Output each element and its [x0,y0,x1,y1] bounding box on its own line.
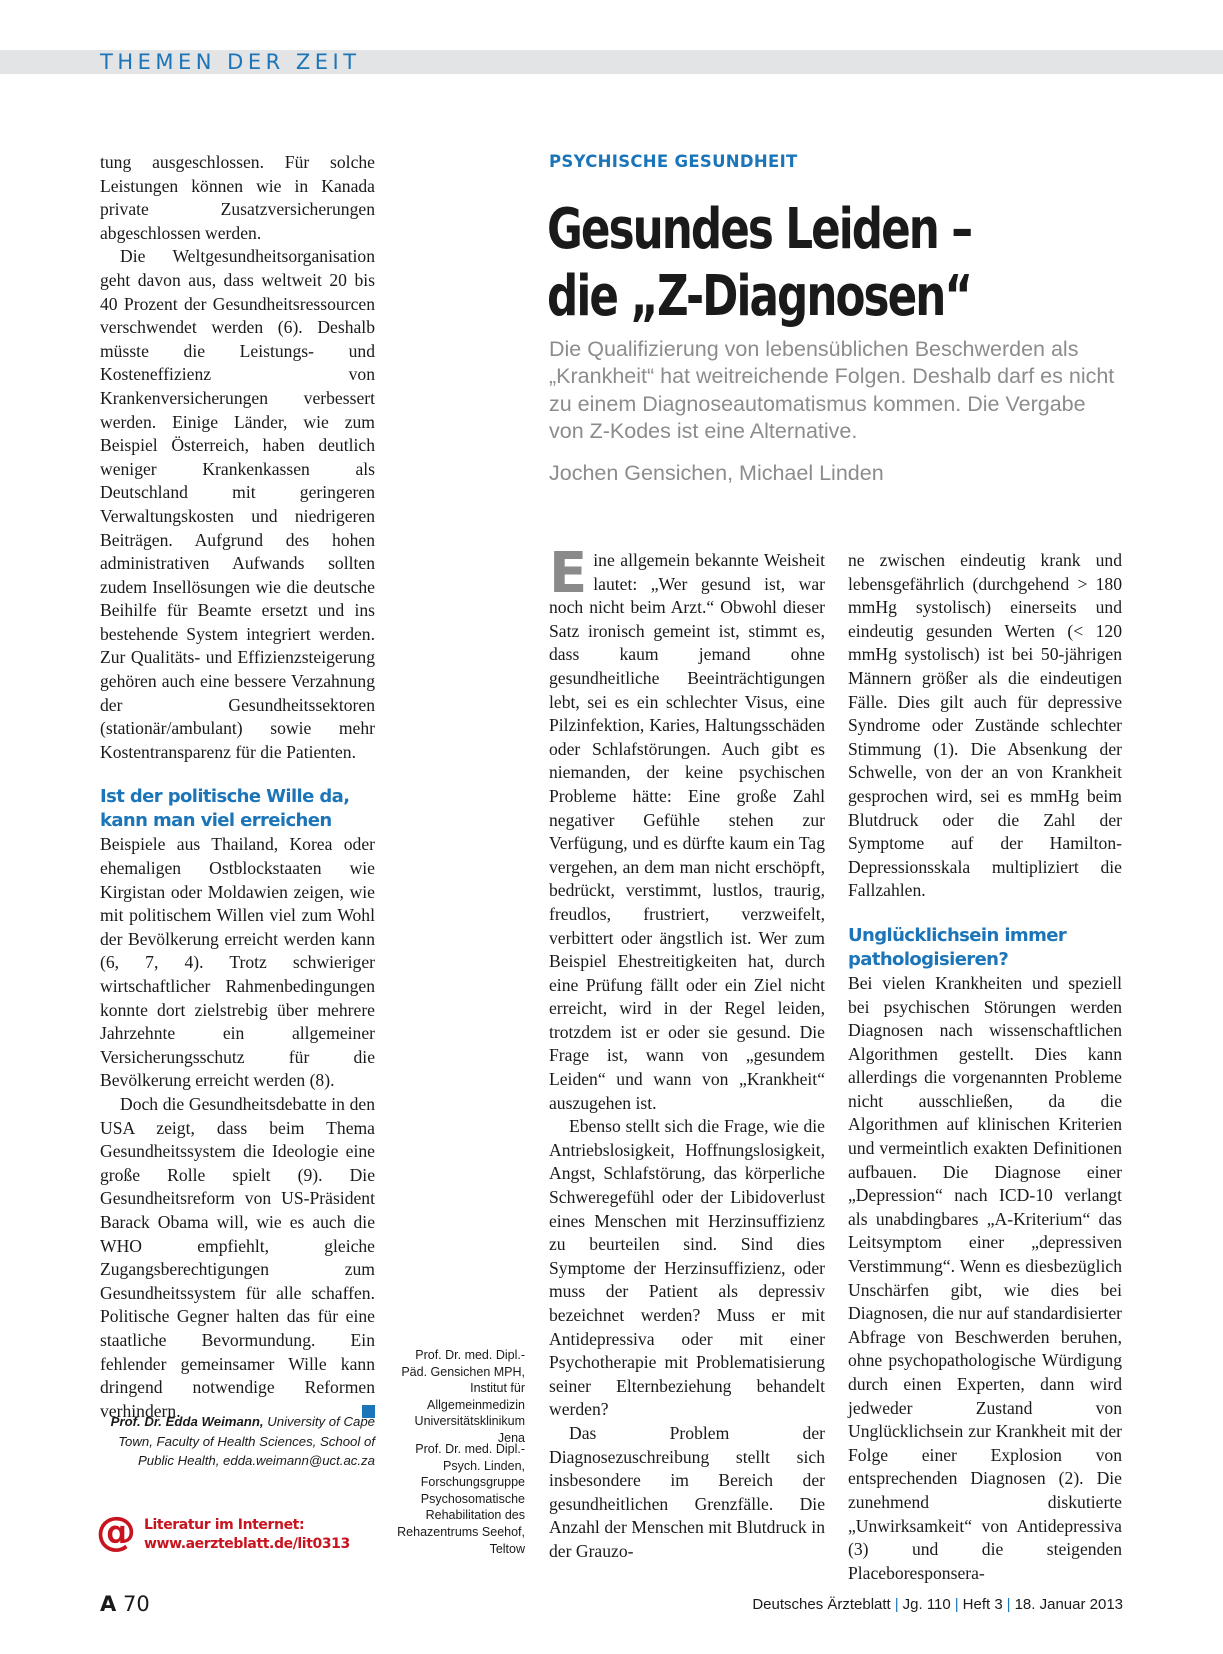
title-line: Gesundes Leiden – [547,197,972,262]
article-column-1 [549,541,825,1564]
previous-article-author [100,1412,375,1471]
article-authors: Jochen Gensichen, Michael Linden [549,461,884,485]
drop-cap: E [549,541,588,606]
title-line: die „Z-Diagnosen“ [547,264,972,329]
paragraph: Die Weltgesundheitsorganisation geht davon aus, dass weltweit 20 bis 40 Prozent der Gesundheitsressourcen verschwendet werden (6). Deshalb müsste die Leistungs- und Kosteneffizienz von Krankenversicherungen verbessert werden. Einige Länder, wie zum Beispiel Österreich, haben deutlich weniger Krankenkassen als Deutschland mit geringeren Verwaltungskosten und niedrigeren Beiträgen. Aufgrund des hohen administrativen Aufwands sollten zudem Insellösungen wie die deutsche Beihilfe für Beamte ersetzt und ins bestehende System integriert werden. Zur Qualitäts- und Effizienzsteigerung gehören auch eine bessere Verzahnung der Gesundheitssektoren (stationär/ambulant) sowie mehr Kostentransparenz für die Patienten. [100,246,375,762]
paragraph-text: Doch die Gesundheitsdebatte in den USA zeigt, dass beim Thema Gesundheitssystem die Ideologie eine große Rolle spielt (9). Die Gesundheitsreform von US-Präsident Barack Obama will, wie es auch die WHO empfiehlt, gleiche Zugangsberechtigungen zum Gesundheitssystem für alle schaffen. Politische Gegner halten das für eine staatliche Bevormundung. Ein fehlender gemeinsamer Wille kann dringend notwendige Reformen verhindern. [100,1093,375,1421]
author-affiliation: University of Cape Town, Faculty of Health Sciences, School of Public Health, edda.weimann@uct.ac.za [118,1414,375,1468]
journal-name: Deutsches Ärzteblatt [752,1596,891,1613]
paragraph [100,1093,375,1423]
subheading [100,785,375,833]
journal-volume: Jg. 110 [902,1596,951,1613]
article-kicker: PSYCHISCHE GESUNDHEIT [549,152,798,171]
paragraph [549,541,825,1115]
page-prefix: A [100,1592,117,1616]
paragraph: ne zwischen eindeutig krank und lebensgefährlich (durchgehend > 180 mmHg systolisch) einerseits und eindeutig gesunden Werten (< 120 mmHg systolisch) ist bei 50-jährigen Männern größer als die eindeutigen Fälle. Dies gilt auch für depressive Syndrome oder Zustände schlechter Stimmung (1). Die Absenkung der Schwelle, von der an von Krankheit gesprochen wird, sei es mmHg beim Blutdruck oder die Zahl der Symptome auf der Hamilton-Depressionsskala multipliziert die Fallzahlen. [848,550,1122,901]
paragraph: Das Problem der Diagnosezuschreibung stellt sich insbesondere im Bereich der gesundheitlichen Grenzfälle. Die Anzahl der Menschen mit Blutdruck in der Grauzo- [549,1422,825,1561]
affiliation-linden: Prof. Dr. med. Dipl.-Psych. Linden, Forschungsgruppe Psychosomatische Rehabilitation des Rehazentrums Seehof, Teltow [397,1442,525,1556]
article-title [547,196,1031,330]
article-lead: Die Qualifizierung von lebensüblichen Beschwerden als „Krankheit“ hat weitreichende Folgen. Deshalb darf es nicht zu einem Diagnoseautomatismus kommen. Die Vergabe von Z-Kodes ist eine Alternative. [549,337,1115,443]
affiliation-gensichen: Prof. Dr. med. Dipl.-Päd. Gensichen MPH, Institut für Allgemeinmedizin Universitätsklinikum Jena [401,1348,525,1445]
journal-issue: Heft 3 [962,1596,1003,1613]
literature-url[interactable]: www.aerzteblatt.de/lit0313 [144,1536,350,1552]
literature-link[interactable] [96,1511,396,1557]
paragraph: Bei vielen Krankheiten und speziell bei psychischen Störungen werden Diagnosen nach wissenschaftlichen Algorithmen gestellt. Dies kann allerdings die vorgenannten Probleme nicht ausschließen, da die Algorithmen auf klinischen Kriterien und vermeintlich exakten Definitionen aufbauen. Die Diagnose einer „Depression“ nach ICD-10 verlangt als unabdingbares „A-Kriterium“ das Leitsymptom einer „depressiven Verstimmung“. Wenn es diesbezüglich Unschärfen gibt, wie dies bei Diagnosen, die nur auf standardisierter Abfrage von Beschwerden beruhen, ohne psychopathologische Würdigung durch einen Experten, dann wird jedweder Zustand von Unglücklichsein zur Krankheit mit der Folge einer Explosion von entsprechenden Diagnosen (2). Die zunehmend diskutierte „Unwirksamkeit“ von Antidepressiva (3) und die steigenden Placeboresponsera- [848,972,1122,1583]
literature-label: Literatur im Internet: [144,1517,305,1533]
left-column [100,151,375,1423]
paragraph-text: ine allgemein bekannte Weisheit lautet: „Wer gesund ist, war noch nicht beim Arzt.“ Obwohl dieser Satz ironisch gemeint ist, stimmt es, dass kaum jemand ohne gesundheitliche Beeinträchtigungen lebt, sei es ein schlechter Visus, eine Pilzinfektion, Karies, Haltungsschäden oder Schlafstörungen. Auch gibt es niemanden, der keine psychischen Probleme hätte: Eine große Zahl negativer Gefühle stehen zur Verfügung, und es dürfte kaum ein Tag vergehen, an dem man nicht erschöpft, bedrückt, verstimmt, lustlos, traurig, freudlos, frustriert, verzweifelt, verbittert oder ängstlich ist. Wer zum Beispiel Ehestreitigkeiten hat, durch eine Prüfung fällt oder ein Ziel nicht erreicht, wird in der Regel leiden, trotzdem ist er oder sie gesund. Die Frage ist, wann von „gesundem Leiden“ und wann von „Krankheit“ auszugehen ist. [549,550,825,1113]
literature-text [144,1516,350,1554]
paragraph: Ebenso stellt sich die Frage, wie die Antriebslosigkeit, Hoffnungslosigkeit, Angst, Schlafstörung, das körperliche Schweregefühl oder der Libidoverlust eines Menschen mit Herzinsuffizienz zu beurteilen sind. Sind dies Symptome der Herzinsuffizienz, oder muss der Patient als depressiv bezeichnet werden? Muss er mit Antidepressiva oder mit einer Psychotherapie mit Problematisierung seiner Elternbeziehung behandelt werden? [549,1116,825,1420]
author-name: Prof. Dr. Edda Weimann, [110,1414,264,1429]
page-number [100,1592,150,1616]
subheading-line: pathologisieren? [848,948,1009,970]
section-header: THEMEN DER ZEIT [100,50,361,74]
at-sign-icon: @ [96,1509,136,1555]
paragraph: Beispiele aus Thailand, Korea oder ehemaligen Ostblockstaaten wie Kirgistan oder Moldawien zeigen, wie mit politischem Willen viel zum Wohl der Bevölkerung erreicht werden kann (6, 7, 4). Trotz schwieriger wirtschaftlicher Rahmenbedingungen konnte dort zielstrebig über mehrere Jahrzehnte ein allgemeiner Versicherungsschutz für die Bevölkerung erreicht werden (8). [100,834,375,1091]
subheading-line: kann man viel erreichen [100,810,332,832]
separator: | [954,1596,959,1613]
paragraph: tung ausgeschlossen. Für solche Leistungen können wie in Kanada private Zusatzversicherungen abgeschlossen werden. [100,152,375,243]
subheading-line: Ist der politische Wille da, [100,786,350,808]
separator: | [894,1596,899,1613]
journal-date: 18. Januar 2013 [1014,1596,1123,1613]
subheading [848,924,1122,972]
separator: | [1006,1596,1011,1613]
article-column-2 [848,549,1122,1585]
journal-footer [752,1596,1123,1613]
page-number-value: 70 [122,1592,150,1616]
subheading-line: Unglücklichsein immer [848,924,1067,946]
